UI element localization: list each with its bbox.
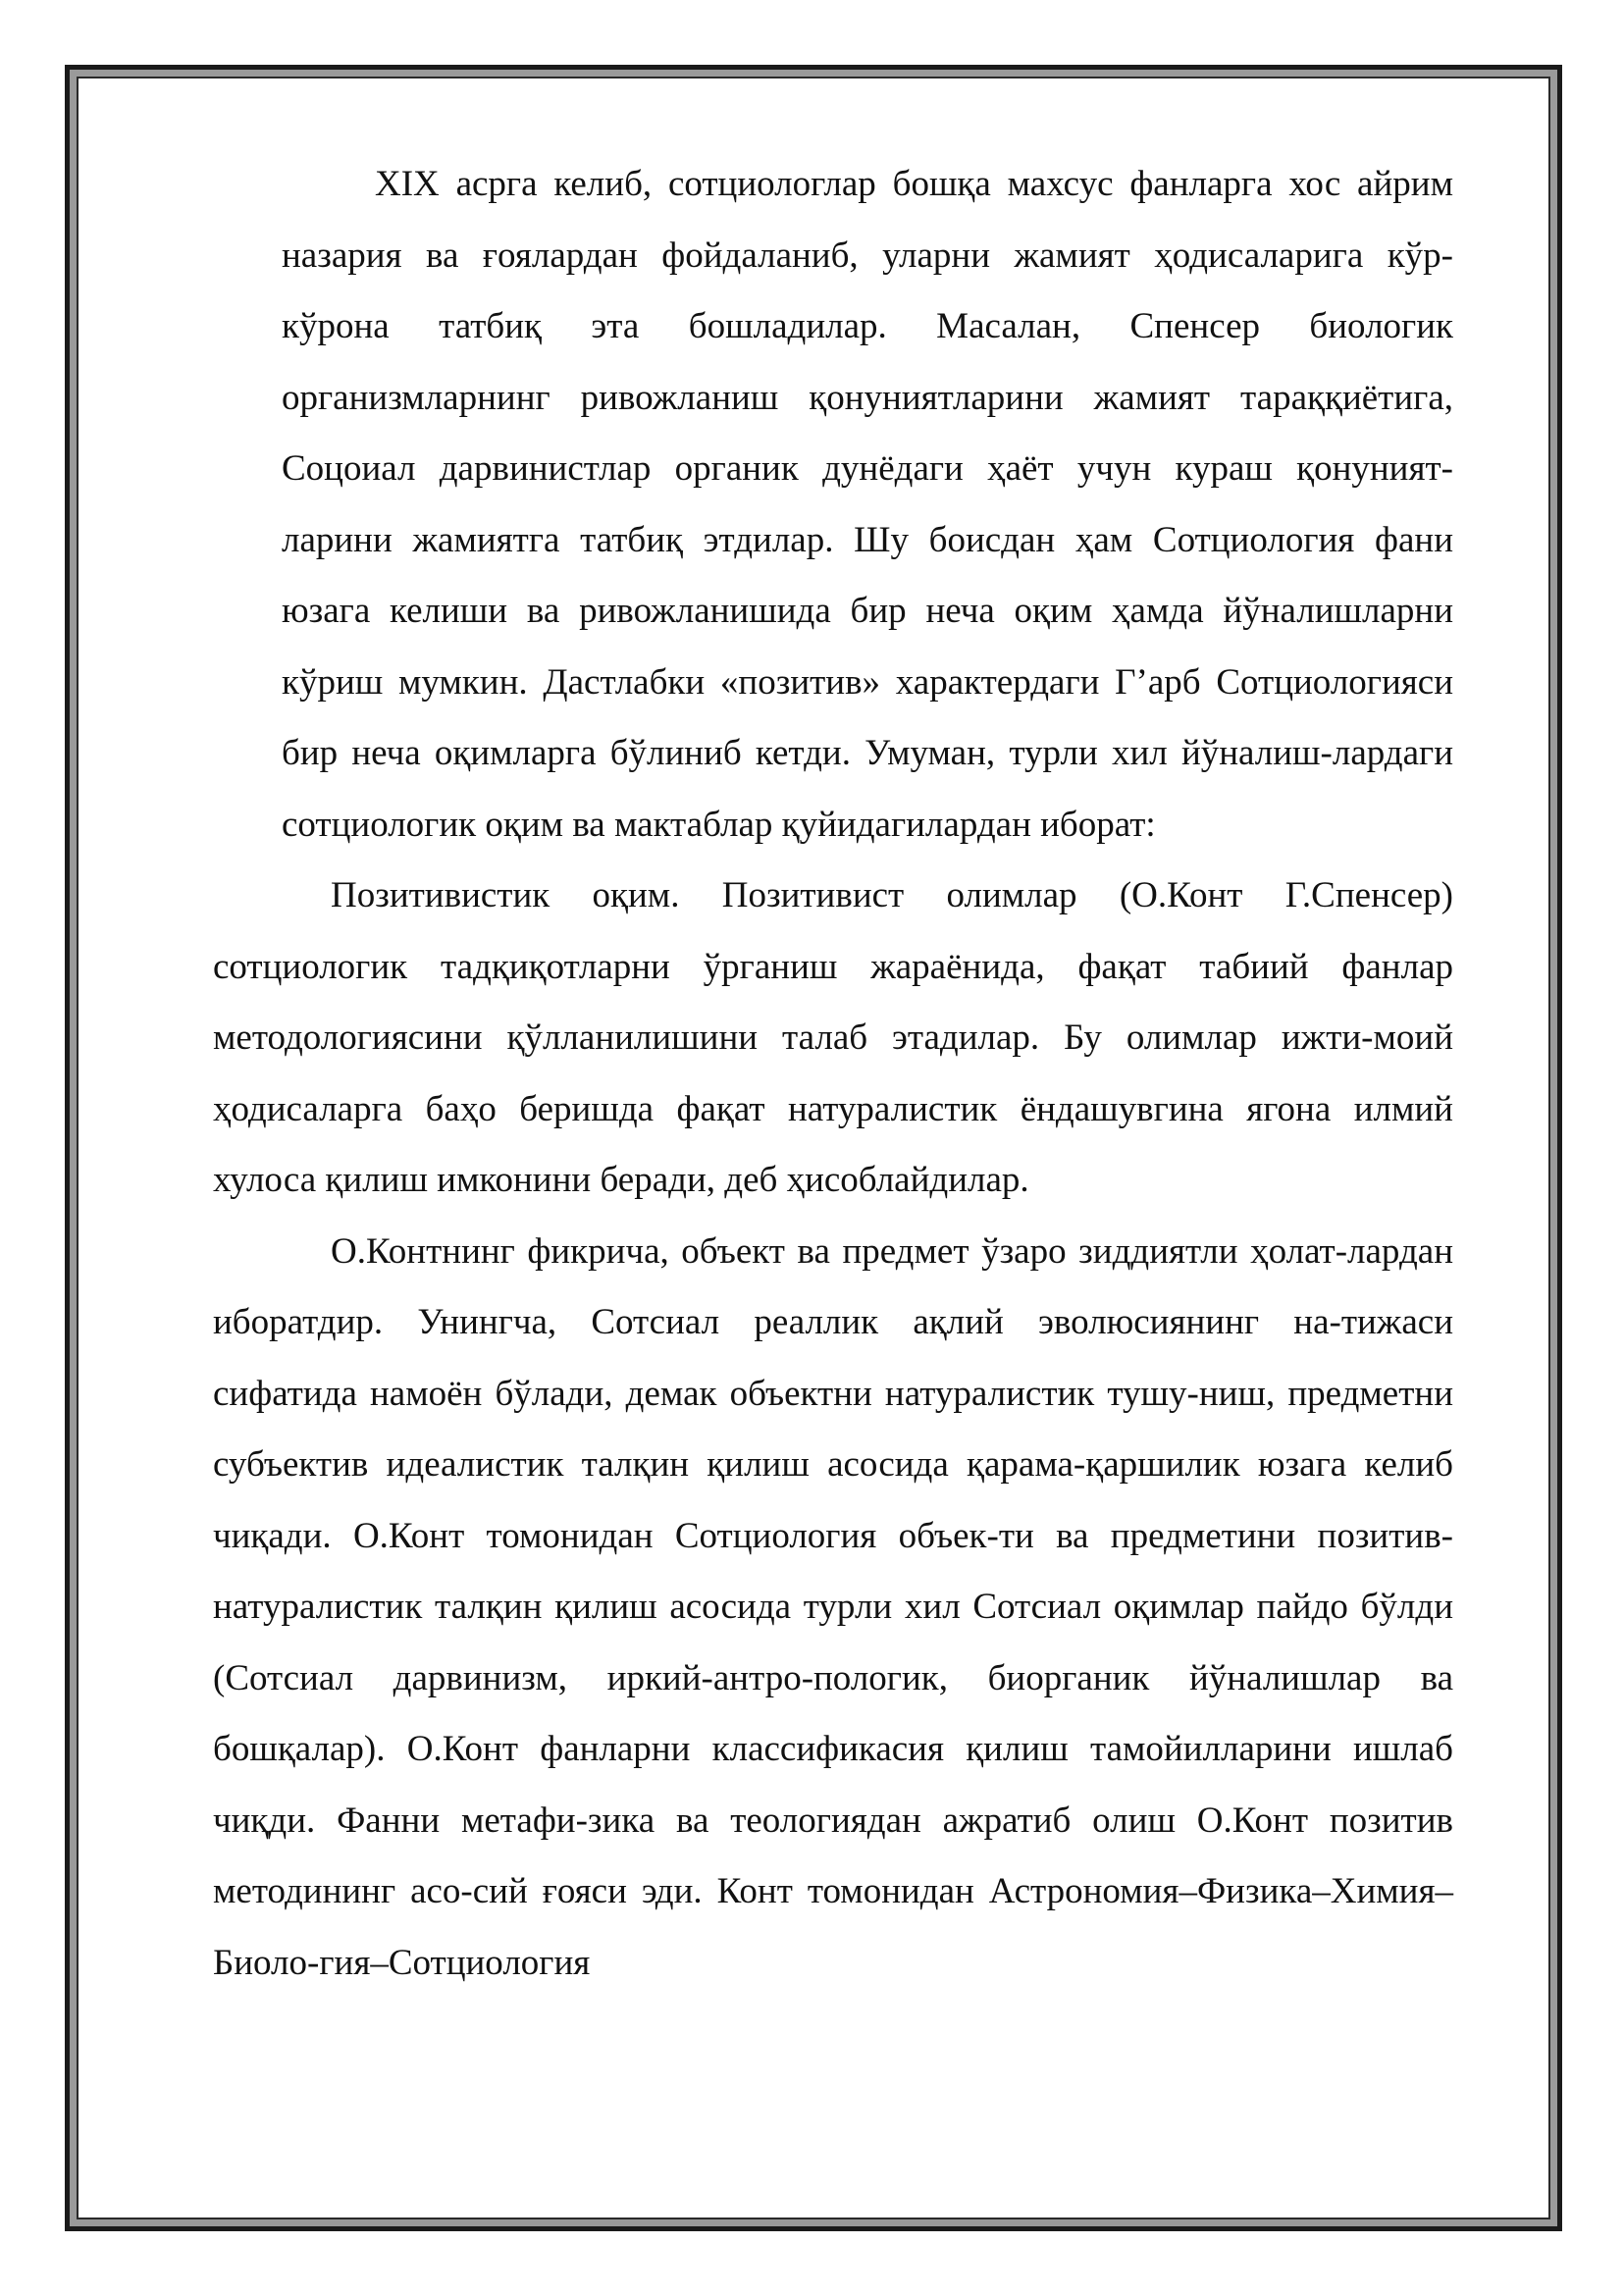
document-body: [213, 149, 1453, 1999]
indented-section: [213, 149, 1453, 861]
paragraph-1: XIX асрга келиб, сотциологлар бошқа махсус фанларга хос айрим назария ва ғоялардан фойдаланиб, уларни жамият ҳодисаларига кўр-кўрона татбиқ эта бошладилар. Масалан, Спенсер биологик организмларнинг ривожланиш қонуниятларини жамият тараққиётига, Соцоиал дарвинистлар органик дунёдаги ҳаёт учун кураш қонуният-ларини жамиятга татбиқ этдилар. Шу боисдан ҳам Сотциология фани юзага келиши ва ривожланишида бир неча оқим ҳамда йўналишларни кўриш мумкин. Дастлабки «позитив» характердаги Г’арб Сотциологияси бир неча оқимларга бўлиниб кетди. Умуман, турли хил йўналиш-лардаги сотциологик оқим ва мактаблар қуйидагилардан иборат:: [282, 164, 1453, 845]
paragraph-3: О.Контнинг фикрича, объект ва предмет ўзаро зиддиятли ҳолат-лардан иборатдир. Унингча, Сотсиал реаллик ақлий эволюсиянинг на-тижаси сифатида намоён бўлади, демак объектни натуралистик тушу-ниш, предметни субъектив идеалистик талқин қилиш асосида қарама-қаршилик юзага келиб чиқади. О.Конт томонидан Сотциология объек-ти ва предметини позитив-натуралистик талқин қилиш асосида турли хил Сотсиал оқимлар пайдо бўлди (Сотсиал дарвинизм, иркий-антро-пологик, биорганик йўналишлар ва бошқалар). О.Конт фанларни классификасия қилиш тамойилларини ишлаб чиқди. Фанни метафи-зика ва теологиядан ажратиб олиш О.Конт позитив методининг асо-сий ғояси эди. Конт томонидан Астрономия–Физика–Химия–Биоло-гия–Сотциология: [213, 1230, 1453, 1983]
paragraph-2: Позитивистик оқим. Позитивист олимлар (О.Конт Г.Спенсер) сотциологик тадқиқотларни ўрганиш жараёнида, фақат табиий фанлар методологиясини қўлланилишини талаб этадилар. Бу олимлар ижти-моий ҳодисаларга баҳо беришда фақат натуралистик ёндашувгина ягона илмий хулоса қилиш имконини беради, деб ҳисоблайдилар.: [213, 875, 1453, 1200]
